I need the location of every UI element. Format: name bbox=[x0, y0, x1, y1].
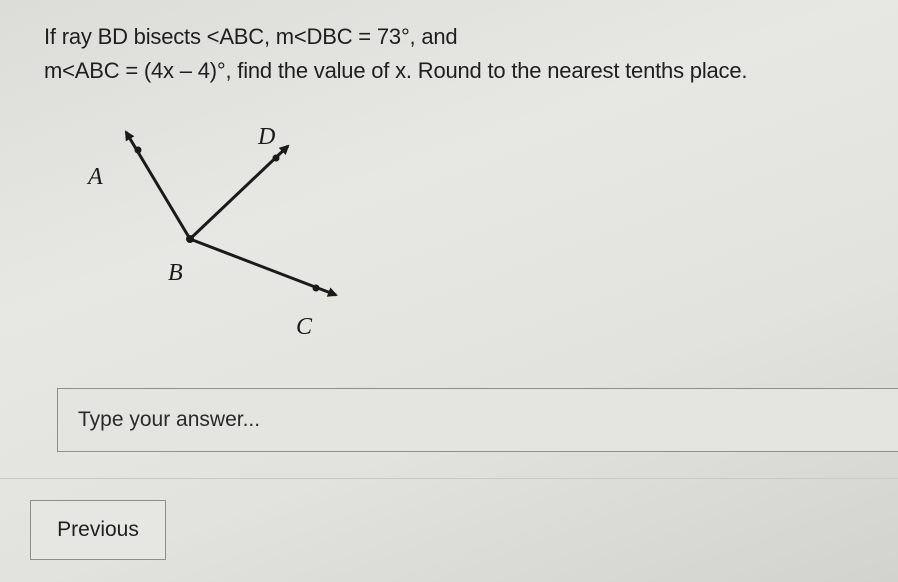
point-a-dot bbox=[135, 147, 142, 154]
point-d-dot bbox=[273, 155, 280, 162]
question-line-1: If ray BD bisects <ABC, m<DBC = 73°, and bbox=[44, 24, 458, 49]
label-d: D bbox=[258, 124, 276, 150]
label-b: B bbox=[168, 260, 183, 286]
vertex-b-point bbox=[186, 235, 194, 243]
question-text bbox=[44, 20, 894, 88]
label-c: C bbox=[296, 314, 313, 340]
divider bbox=[0, 478, 898, 479]
question-line-2: m<ABC = (4x – 4)°, find the value of x. Round to the nearest tenths place. bbox=[44, 58, 748, 83]
angle-diagram bbox=[80, 112, 360, 352]
point-c-dot bbox=[313, 285, 320, 292]
label-a: A bbox=[88, 164, 103, 190]
previous-button[interactable]: Previous bbox=[30, 500, 166, 560]
answer-input[interactable] bbox=[57, 388, 898, 452]
